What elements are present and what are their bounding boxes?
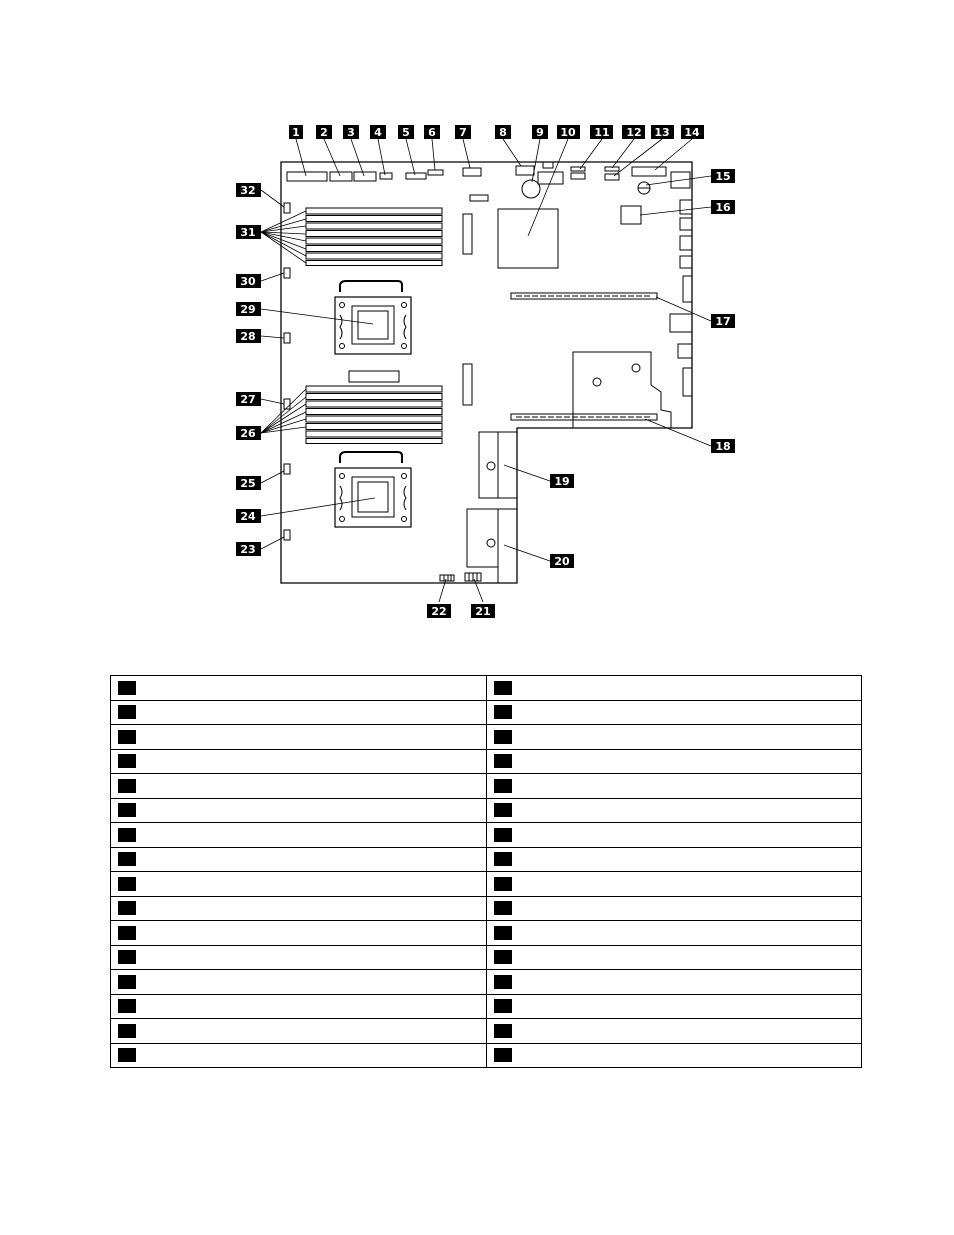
callout-23 [236,542,261,556]
svg-text:22: 22 [431,605,447,618]
legend-cell-right [486,847,862,872]
legend-row [111,725,862,750]
legend-number-badge [494,828,512,842]
legend-number-badge [118,1024,136,1038]
jumper [638,182,650,194]
callout-9 [532,125,548,139]
legend-row [111,847,862,872]
svg-text:13: 13 [654,126,670,139]
legend-number-badge [494,877,512,891]
legend-number-badge [494,999,512,1013]
svg-text:3: 3 [347,126,355,139]
svg-text:11: 11 [594,126,610,139]
legend-number-badge [118,754,136,768]
legend-row [111,700,862,725]
legend-row [111,676,862,701]
callout-14 [681,125,704,139]
svg-text:17: 17 [715,315,731,328]
legend-cell-left [111,725,487,750]
svg-text:24: 24 [240,510,256,523]
legend-cell-right [486,994,862,1019]
legend-number-badge [494,730,512,744]
callout-11 [590,125,613,139]
svg-text:12: 12 [626,126,642,139]
svg-text:7: 7 [459,126,467,139]
legend-cell-left [111,970,487,995]
svg-text:14: 14 [684,126,700,139]
legend-cell-right [486,921,862,946]
battery [522,180,540,198]
legend-cell-left [111,945,487,970]
legend-cell-left [111,872,487,897]
svg-text:1: 1 [292,126,300,139]
legend-cell-right [486,676,862,701]
callout-2 [316,125,332,139]
svg-text:6: 6 [428,126,436,139]
callout-25 [236,476,261,490]
legend-cell-left [111,994,487,1019]
svg-text:16: 16 [715,201,731,214]
legend-number-badge [118,681,136,695]
legend-cell-right [486,798,862,823]
legend-cell-right [486,1019,862,1044]
svg-text:8: 8 [499,126,507,139]
legend-number-badge [494,779,512,793]
callout-15 [711,169,735,183]
callout-8 [495,125,511,139]
legend-cell-left [111,847,487,872]
legend-row [111,1043,862,1068]
legend-cell-right [486,774,862,799]
dimm-slots-upper [306,208,442,266]
svg-text:2: 2 [320,126,328,139]
legend-number-badge [494,1048,512,1062]
legend-number-badge [494,950,512,964]
callout-18 [711,439,735,453]
callout-26 [236,426,261,440]
power-connector-upper [479,432,517,498]
legend-number-badge [494,852,512,866]
legend-number-badge [118,975,136,989]
top-edge-connectors [287,162,666,201]
processor-socket-1 [335,281,411,354]
legend-number-badge [118,730,136,744]
callout-28 [236,329,261,343]
legend-row [111,945,862,970]
callout-16 [711,200,735,214]
callout-27 [236,392,261,406]
fan-connectors-left [284,203,290,540]
rear-io-connectors [670,172,692,396]
svg-text:10: 10 [560,126,576,139]
legend-cell-left [111,921,487,946]
callout-32 [236,183,261,197]
callout-21 [471,604,495,618]
legend-cell-right [486,970,862,995]
svg-text:29: 29 [240,303,256,316]
legend-number-badge [118,950,136,964]
legend-row [111,823,862,848]
svg-text:23: 23 [240,543,256,556]
legend-cell-right [486,725,862,750]
legend-cell-left [111,774,487,799]
callout-5 [398,125,414,139]
svg-text:19: 19 [554,475,570,488]
legend-number-badge [494,705,512,719]
legend-table [110,675,862,1068]
legend-row [111,774,862,799]
legend-number-badge [494,975,512,989]
legend-cell-right [486,823,862,848]
legend-cell-left [111,1019,487,1044]
callout-20 [550,554,574,568]
callout-12 [622,125,645,139]
legend-cell-left [111,896,487,921]
legend-cell-right [486,896,862,921]
svg-text:31: 31 [240,226,256,239]
legend-row [111,994,862,1019]
callout-10 [557,125,580,139]
legend-row [111,970,862,995]
legend-cell-right [486,749,862,774]
legend-cell-left [111,798,487,823]
legend-number-badge [118,852,136,866]
callout-30 [236,274,261,288]
svg-text:5: 5 [402,126,410,139]
legend-cell-left [111,676,487,701]
callout-24 [236,509,261,523]
legend-row [111,1019,862,1044]
chipset [498,209,558,268]
legend-number-badge [494,1024,512,1038]
legend-number-badge [118,926,136,940]
legend-number-badge [494,803,512,817]
svg-text:21: 21 [475,605,491,618]
svg-text:25: 25 [240,477,256,490]
svg-text:4: 4 [374,126,382,139]
callout-17 [711,314,735,328]
svg-text:15: 15 [715,170,731,183]
legend-number-badge [494,681,512,695]
legend-cell-left [111,749,487,774]
callout-badges [236,125,735,618]
legend-number-badge [118,779,136,793]
legend-number-badge [494,754,512,768]
svg-text:20: 20 [554,555,570,568]
legend-number-badge [118,828,136,842]
callout-6 [424,125,440,139]
callout-3 [343,125,359,139]
legend-number-badge [494,926,512,940]
legend-number-badge [118,877,136,891]
legend-row [111,921,862,946]
callout-29 [236,302,261,316]
callout-4 [370,125,386,139]
legend-cell-right [486,1043,862,1068]
legend-cell-left [111,700,487,725]
callout-19 [550,474,574,488]
legend-row [111,798,862,823]
legend-row [111,749,862,774]
callout-31 [236,225,261,239]
legend-cell-right [486,945,862,970]
legend-cell-left [111,1043,487,1068]
svg-text:30: 30 [240,275,256,288]
legend-cell-left [111,823,487,848]
legend-row [111,872,862,897]
svg-text:18: 18 [715,440,731,453]
pci-slot-upper [511,293,657,299]
power-connector-lower [467,509,517,583]
svg-text:32: 32 [240,184,256,197]
legend-number-badge [118,999,136,1013]
legend-cell-right [486,700,862,725]
callout-22 [427,604,451,618]
legend-number-badge [118,1048,136,1062]
legend-number-badge [118,803,136,817]
callout-13 [651,125,674,139]
callout-1 [289,125,303,139]
processor-socket-2 [335,452,411,527]
small-chip [621,206,641,224]
svg-text:28: 28 [240,330,256,343]
legend-number-badge [118,705,136,719]
legend-row [111,896,862,921]
svg-text:26: 26 [240,427,256,440]
svg-text:9: 9 [536,126,544,139]
legend-cell-right [486,872,862,897]
legend-number-badge [118,901,136,915]
svg-text:27: 27 [240,393,256,406]
legend-number-badge [494,901,512,915]
system-board-outline [281,162,692,583]
pci-slot-lower [511,414,657,420]
callout-7 [455,125,471,139]
dimm-slots-lower [306,386,442,444]
